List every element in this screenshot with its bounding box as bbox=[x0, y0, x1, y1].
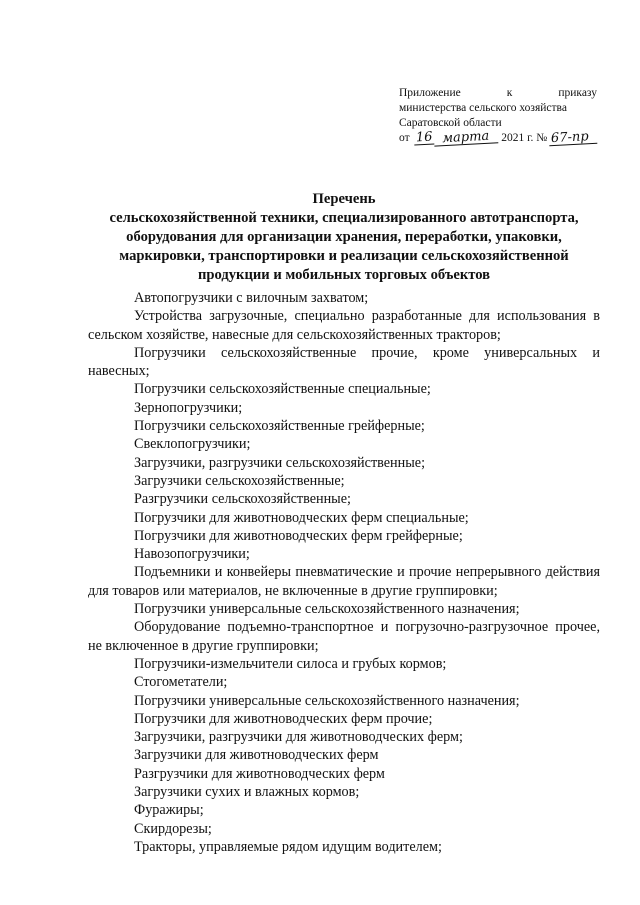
list-item: Погрузчики для животноводческих ферм грейферные; bbox=[134, 527, 463, 544]
appendix-word: к bbox=[506, 87, 513, 99]
list-item: Устройства загрузочные, специально разработанные для использования в сельском хозяйстве, навесные для сельскохозяйственных тракторов; bbox=[88, 308, 600, 343]
title-line: сельскохозяйственной техники, специализированного автотранспорта, bbox=[109, 210, 579, 226]
list-item: Загрузчики, разгрузчики для животноводческих ферм; bbox=[134, 729, 463, 746]
list-item: Погрузчики для животноводческих ферм прочие; bbox=[134, 710, 433, 727]
appendix-line-2: министерства сельского хозяйства bbox=[399, 102, 567, 114]
list-item: Скирдорезы; bbox=[134, 820, 212, 837]
list-item: Загрузчики для животноводческих ферм bbox=[134, 747, 379, 764]
appendix-line-3: Саратовской области bbox=[399, 117, 502, 129]
appendix-line-1 bbox=[399, 86, 597, 101]
date-year-text: 2021 г. № bbox=[501, 132, 548, 144]
list-item: Подъемники и конвейеры пневматические и прочие непрерывного действия для товаров или материалов, не включенные в другие группировки; bbox=[88, 564, 600, 599]
list-item: Зернопогрузчики; bbox=[134, 399, 243, 416]
list-item: Свеклопогрузчики; bbox=[134, 436, 251, 453]
handwritten-order-number: 67-пр bbox=[549, 130, 597, 146]
appendix-block bbox=[399, 86, 597, 146]
title-line: оборудования для организации хранения, переработки, упаковки, bbox=[126, 229, 562, 245]
list-item: Навозопогрузчики; bbox=[134, 546, 250, 563]
list-item: Загрузчики сухих и влажных кормов; bbox=[134, 784, 360, 801]
date-prefix: от bbox=[399, 132, 410, 144]
list-item: Погрузчики сельскохозяйственные грейферные; bbox=[134, 418, 425, 435]
appendix-word: Приложение bbox=[399, 87, 461, 99]
list-item: Тракторы, управляемые рядом идущим водителем; bbox=[134, 838, 442, 855]
list-item: Автопогрузчики с вилочным захватом; bbox=[134, 290, 369, 306]
title-line: Перечень bbox=[312, 191, 376, 207]
list-item: Погрузчики для животноводческих ферм специальные; bbox=[134, 509, 469, 526]
list-item: Погрузчики сельскохозяйственные специальные; bbox=[134, 381, 431, 398]
title-line: маркировки, транспортировки и реализации сельскохозяйственной bbox=[119, 248, 569, 264]
handwritten-day: 16 bbox=[415, 129, 433, 146]
title-line: продукции и мобильных торговых объектов bbox=[197, 267, 491, 283]
item-list bbox=[88, 289, 600, 856]
list-item: Разгрузчики сельскохозяйственные; bbox=[134, 491, 351, 508]
list-item: Погрузчики сельскохозяйственные прочие, кроме универсальных и навесных; bbox=[88, 344, 600, 380]
appendix-word: приказу bbox=[558, 87, 597, 99]
list-item: Погрузчики универсальные сельскохозяйственного назначения; bbox=[134, 692, 520, 709]
handwritten-month: марта bbox=[433, 129, 497, 146]
list-item: Оборудование подъемно-транспортное и погрузочно-разгрузочное прочее, не включенное в другие группировки; bbox=[88, 619, 600, 654]
list-item: Погрузчики универсальные сельскохозяйственного назначения; bbox=[134, 601, 520, 618]
appendix-date-line bbox=[399, 128, 597, 147]
list-item: Фуражиры; bbox=[134, 802, 204, 819]
list-item: Погрузчики-измельчители силоса и грубых кормов; bbox=[134, 655, 447, 672]
list-item: Загрузчики сельскохозяйственные; bbox=[134, 472, 345, 489]
document-title bbox=[88, 190, 600, 285]
list-item: Стогометатели; bbox=[134, 674, 228, 691]
list-item: Разгрузчики для животноводческих ферм bbox=[134, 765, 385, 782]
list-item: Загрузчики, разгрузчики сельскохозяйственные; bbox=[134, 454, 426, 471]
